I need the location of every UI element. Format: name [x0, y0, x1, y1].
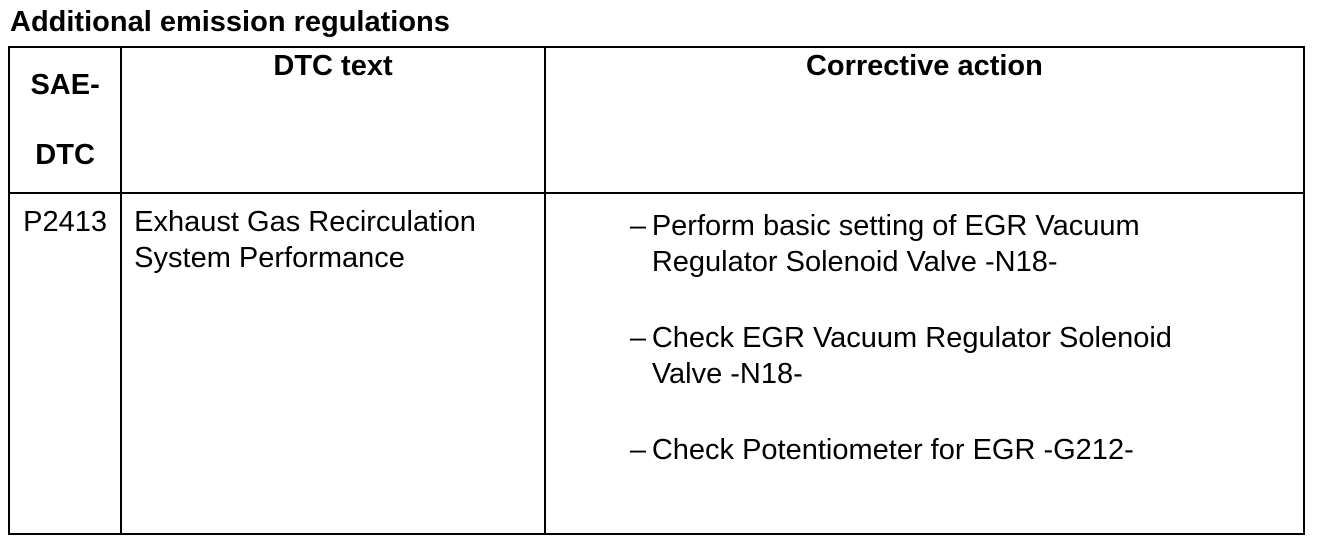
- dtc-text-cell: Exhaust Gas Recirculation System Performance: [121, 193, 545, 534]
- action-text-line: Check EGR Vacuum Regulator Solenoid: [651, 322, 1172, 354]
- dtc-code-cell: P2413: [9, 193, 121, 534]
- action-list: [630, 208, 1283, 468]
- column-header-corrective-action: Corrective action: [545, 47, 1304, 193]
- column-header-sae-dtc: [9, 47, 121, 193]
- action-text-line: Perform basic setting of EGR Vacuum: [651, 210, 1140, 242]
- list-item: [630, 320, 1283, 392]
- dash-bullet: –: [629, 434, 646, 466]
- table-row: [9, 193, 1304, 534]
- table-header-row: [9, 47, 1304, 193]
- column-header-dtc-text: DTC text: [121, 47, 545, 193]
- dtc-table: [8, 46, 1305, 535]
- action-text-line: Valve -N18-: [651, 358, 803, 390]
- header-dtc-line: DTC: [35, 139, 95, 171]
- dash-bullet: –: [629, 210, 646, 242]
- corrective-action-cell: [545, 193, 1304, 534]
- action-text-line: Regulator Solenoid Valve -N18-: [651, 246, 1058, 278]
- dash-bullet: –: [629, 322, 646, 354]
- action-text-line: Check Potentiometer for EGR -G212-: [651, 434, 1134, 466]
- list-item: [630, 208, 1283, 280]
- header-sae-line: SAE-: [30, 69, 100, 101]
- list-item: [630, 432, 1283, 468]
- page-title: Additional emission regulations: [10, 6, 450, 38]
